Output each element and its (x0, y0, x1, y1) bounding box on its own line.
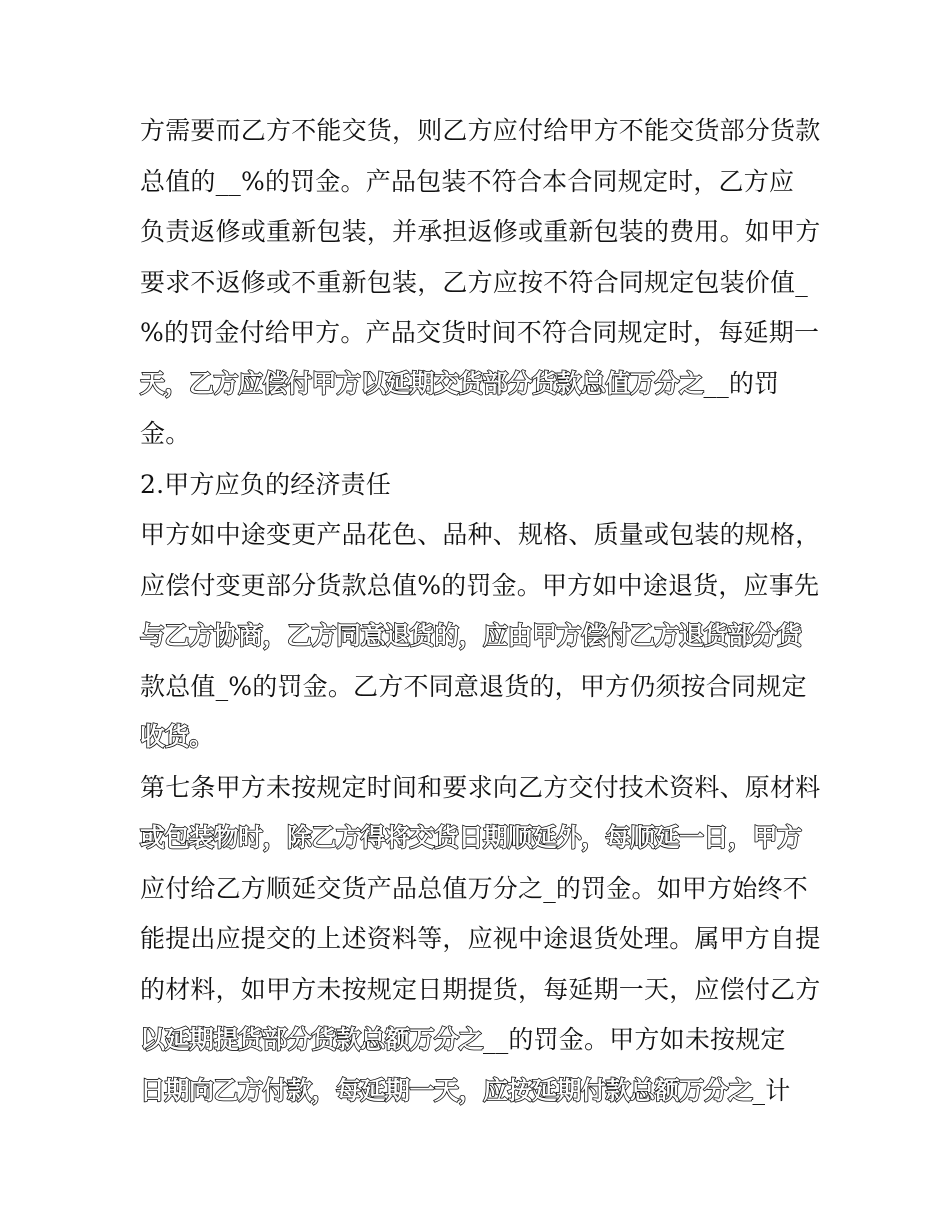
contract-text-body (140, 106, 820, 1116)
text-line (140, 1015, 820, 1066)
outlined-text-segment: 天，乙方应偿付甲方以延期交货部分货款总值万分之 (140, 368, 704, 398)
text-segment: 能提出应提交的上述资料等，应视中途退货处理。属甲方自提 (140, 924, 821, 953)
outlined-text-segment: 收货。 (140, 722, 214, 751)
text-segment: 方需要而乙方不能交货，则乙方应付给甲方不能交货部分货款 (140, 116, 821, 145)
text-line (140, 561, 820, 612)
text-line (140, 763, 820, 814)
text-line (140, 712, 820, 763)
text-segment: 应付给乙方顺延交货产品总值万分之_的罚金。如甲方始终不 (140, 873, 808, 903)
text-line (140, 258, 820, 309)
text-line (140, 510, 820, 561)
text-line (140, 965, 820, 1016)
text-line (140, 611, 820, 662)
text-segment: 应偿付变更部分货款总值%的罚金。甲方如中途退货，应事先 (140, 570, 820, 600)
text-segment: 金。 (140, 419, 191, 448)
text-segment: 的材料，如甲方未按规定日期提货，每延期一天，应偿付乙方 (140, 974, 821, 1004)
text-line (140, 106, 820, 157)
text-segment: 甲方如中途变更产品花色、品种、规格、质量或包装的规格， (140, 520, 821, 549)
text-line (140, 207, 820, 258)
text-line (140, 813, 820, 864)
text-line (140, 409, 820, 460)
text-line (140, 157, 820, 208)
text-segment: 要求不返修或不重新包装，乙方应按不符合同规定包装价值_ (140, 267, 808, 297)
text-segment: 总值的__%的罚金。产品包装不符合本合同规定时，乙方应 (140, 166, 795, 196)
text-line (140, 359, 820, 410)
text-line (140, 914, 820, 965)
text-segment: _计 (752, 1075, 791, 1105)
text-segment: __的罚 (703, 368, 780, 398)
text-segment: 第七条甲方未按规定时间和要求向乙方交付技术资料、原材料 (140, 772, 821, 802)
text-segment: 2.甲方应负的经济责任 (140, 469, 392, 499)
outlined-text-segment: 日期向乙方付款，每延期一天，应按延期付款总额万分之 (140, 1075, 753, 1105)
outlined-text-segment: 与乙方协商，乙方同意退货的，应由甲方偿付乙方退货部分货 (140, 621, 802, 650)
text-segment: 款总值_%的罚金。乙方不同意退货的，甲方仍须按合同规定 (140, 671, 807, 701)
text-segment: 负责返修或重新包装，并承担返修或重新包装的费用。如甲方 (140, 217, 821, 246)
text-segment: %的罚金付给甲方。产品交货时间不符合同规定时，每延期一 (140, 318, 820, 347)
text-line (140, 662, 820, 713)
outlined-text-segment: 或包装物时，除乙方得将交货日期顺延外，每顺延一日，甲方 (140, 823, 802, 852)
text-line (140, 1066, 820, 1117)
text-line (140, 460, 820, 511)
text-segment: __的罚金。甲方如未按规定 (483, 1025, 786, 1054)
text-line (140, 864, 820, 915)
outlined-text-segment: 以延期提货部分货款总额万分之 (140, 1025, 484, 1054)
text-line (140, 308, 820, 359)
